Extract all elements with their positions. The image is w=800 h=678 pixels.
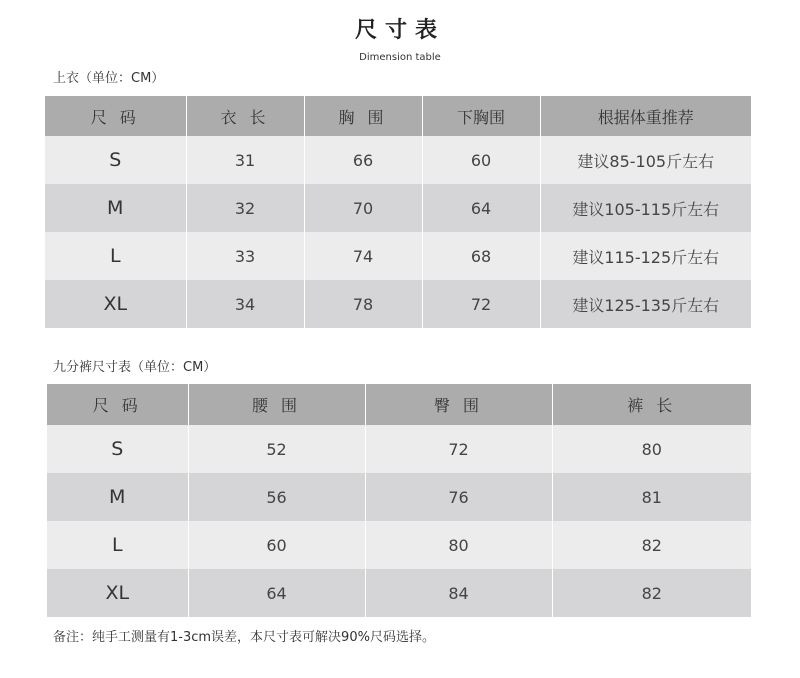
header-weight-recommendation: 根据体重推荐: [540, 96, 751, 136]
header-length: 衣 长: [186, 96, 304, 136]
table-cell: 68: [422, 232, 540, 280]
table-row: [47, 569, 751, 617]
table-cell: 72: [365, 425, 552, 473]
table-cell: 84: [365, 569, 552, 617]
table-cell: 60: [422, 136, 540, 184]
size-cell: M: [47, 473, 188, 521]
table-cell: 66: [304, 136, 422, 184]
size-cell: L: [47, 521, 188, 569]
table-cell: 建议125-135斤左右: [540, 280, 751, 328]
table-cell: 78: [304, 280, 422, 328]
table-cell: 56: [188, 473, 365, 521]
table-cell: 建议115-125斤左右: [540, 232, 751, 280]
table-cell: 82: [552, 569, 751, 617]
table-header-row: [45, 96, 751, 136]
table-cell: 80: [552, 425, 751, 473]
table-cell: 82: [552, 521, 751, 569]
table-cell: 72: [422, 280, 540, 328]
size-cell: XL: [45, 280, 186, 328]
page-title: 尺寸表: [354, 18, 445, 43]
header-underbust: 下胸围: [422, 96, 540, 136]
page-subtitle: Dimension table: [359, 52, 441, 63]
table-row: [47, 425, 751, 473]
table-cell: 64: [422, 184, 540, 232]
table-cell: 32: [186, 184, 304, 232]
footnote: 备注：纯手工测量有1-3cm误差，本尺寸表可解决90%尺码选择。: [53, 630, 435, 645]
header-hip: 臀 围: [365, 384, 552, 425]
header-size: 尺 码: [45, 96, 186, 136]
table-cell: 70: [304, 184, 422, 232]
bottom-table-label: 九分裤尺寸表（单位：CM）: [53, 360, 217, 375]
table-row: [47, 473, 751, 521]
size-cell: M: [45, 184, 186, 232]
header-pants-length: 裤 长: [552, 384, 751, 425]
table-cell: 34: [186, 280, 304, 328]
size-cell: L: [45, 232, 186, 280]
table-header-row: [47, 384, 751, 425]
top-table-label: 上衣（单位：CM）: [53, 71, 165, 86]
table-cell: 74: [304, 232, 422, 280]
table-row: [45, 280, 751, 328]
table-cell: 60: [188, 521, 365, 569]
table-row: [45, 136, 751, 184]
size-cell: S: [45, 136, 186, 184]
header-chest: 胸 围: [304, 96, 422, 136]
table-cell: 建议105-115斤左右: [540, 184, 751, 232]
table-row: [45, 184, 751, 232]
table-cell: 76: [365, 473, 552, 521]
table-cell: 52: [188, 425, 365, 473]
top-size-table: [45, 96, 751, 328]
table-cell: 64: [188, 569, 365, 617]
header-waist: 腰 围: [188, 384, 365, 425]
size-cell: S: [47, 425, 188, 473]
bottom-size-table: [47, 384, 751, 617]
table-row: [47, 521, 751, 569]
table-row: [45, 232, 751, 280]
table-cell: 31: [186, 136, 304, 184]
size-cell: XL: [47, 569, 188, 617]
table-cell: 建议85-105斤左右: [540, 136, 751, 184]
table-cell: 81: [552, 473, 751, 521]
table-cell: 80: [365, 521, 552, 569]
header-size: 尺 码: [47, 384, 188, 425]
table-cell: 33: [186, 232, 304, 280]
